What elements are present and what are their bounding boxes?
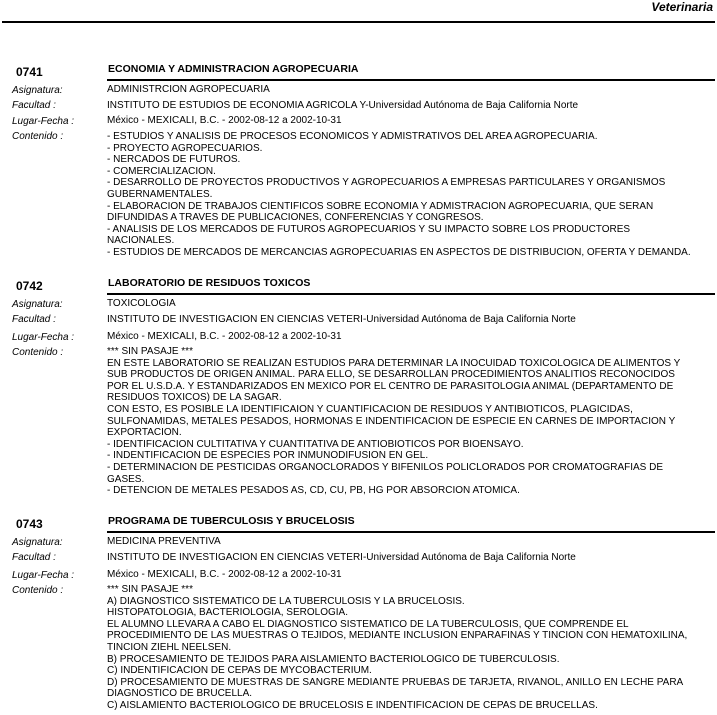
entry-title: ECONOMIA Y ADMINISTRACION AGROPECUARIA bbox=[108, 63, 359, 75]
contenido-line: TINCION ZIEHL NEELSEN. bbox=[107, 641, 232, 653]
lugar-fecha-label: Lugar-Fecha : bbox=[12, 570, 75, 581]
contenido-text bbox=[107, 131, 712, 259]
contenido-line: - DETERMINACION DE PESTICIDAS ORGANOCLORADOS Y BIFENILOS POLICLORADOS POR CROMATOGRAFIAS DE bbox=[107, 461, 664, 473]
contenido-line: - NERCADOS DE FUTUROS. bbox=[107, 154, 241, 166]
contenido-line: HISTOPATOLOGIA, BACTERIOLOGIA, SEROLOGIA. bbox=[107, 607, 348, 619]
lugar-fecha-value: México - MEXICALI, B.C. - 2002-08-12 a 2002-10-31 bbox=[107, 331, 342, 342]
asignatura-value: MEDICINA PREVENTIVA bbox=[107, 536, 221, 547]
asignatura-label: Asignatura: bbox=[12, 85, 63, 96]
contenido-line: - ELABORACION DE TRABAJOS CIENTIFICOS SOBRE ECONOMIA Y ADMISTRACION AGROPECUARIA, QUE SERAN bbox=[107, 200, 654, 212]
contenido-line: POR EL U.S.D.A. Y ESTANDARIZADOS EN MEXICO POR EL CENTRO DE PARASITOLOGIA ANIMAL (DEPARTAMENTO DE bbox=[107, 380, 674, 392]
contenido-line: - ESTUDIOS DE MERCADOS DE MERCANCIAS AGROPECUARIAS EN ASPECTOS DE DISTRIBUCION, OFERTA Y DEMANDA. bbox=[107, 246, 691, 258]
contenido-line: GUBERNAMENTALES. bbox=[107, 188, 213, 200]
contenido-line: EN ESTE LABORATORIO SE REALIZAN ESTUDIOS PARA DETERMINAR LA INOCUIDAD TOXICOLOGICA DE ALIMENTOS Y bbox=[107, 357, 681, 369]
entry-divider bbox=[107, 293, 715, 295]
header-divider bbox=[2, 21, 715, 23]
contenido-line: SUB PRODUCTOS DE ORIGEN ANIMAL. PARA ELLO, SE DESARROLLAN PROCEDIMIENTOS ANALITIOS RECONOCIDOS bbox=[107, 369, 675, 381]
contenido-line: EL ALUMNO LLEVARA A CABO EL DIAGNOSTICO SISTEMATICO DE LA TUBERCULOSIS, QUE COMPRENDE EL bbox=[107, 618, 629, 630]
contenido-line: B) PROCESAMIENTO DE TEJIDOS PARA AISLAMIENTO BACTERIOLOGICO DE TUBERCULOSIS. bbox=[107, 653, 560, 665]
facultad-label: Facultad : bbox=[12, 314, 56, 325]
asignatura-label: Asignatura: bbox=[12, 537, 63, 548]
contenido-line: - ANALISIS DE LOS MERCADOS DE FUTUROS AGROPECUARIOS Y SU IMPACTO SOBRE LOS PRODUCTORES bbox=[107, 223, 631, 235]
contenido-line: NACIONALES. bbox=[107, 235, 175, 247]
contenido-line: GASES. bbox=[107, 473, 145, 485]
entry-title: LABORATORIO DE RESIDUOS TOXICOS bbox=[108, 277, 311, 289]
entry-divider bbox=[107, 531, 715, 533]
contenido-label: Contenido : bbox=[12, 347, 64, 358]
contenido-line: D) PROCESAMIENTO DE MUESTRAS DE SANGRE MEDIANTE PRUEBAS DE TARJETA, RIVANOL, ANILLO EN LECHE PARA bbox=[107, 676, 684, 688]
contenido-line: DIFUNDIDAS A TRAVES DE PUBLICACIONES, CONFERENCIAS Y CONGRESOS. bbox=[107, 212, 484, 224]
contenido-line: DIAGNOSTICO DE BRUCELLA. bbox=[107, 688, 253, 700]
contenido-line: C) INDENTIFICACION DE CEPAS DE MYCOBACTERIUM. bbox=[107, 665, 372, 677]
facultad-value: INSTITUTO DE ESTUDIOS DE ECONOMIA AGRICOLA Y-Universidad Autónoma de Baja California Norte bbox=[107, 100, 579, 111]
contenido-line: RESIDUOS TOXICOS) DE LA SAGAR. bbox=[107, 392, 282, 404]
asignatura-label: Asignatura: bbox=[12, 299, 63, 310]
facultad-label: Facultad : bbox=[12, 100, 56, 111]
facultad-value: INSTITUTO DE INVESTIGACION EN CIENCIAS VETERI-Universidad Autónoma de Baja California Norte bbox=[107, 552, 576, 563]
contenido-text bbox=[107, 346, 712, 497]
contenido-line: SULFONAMIDAS, METALES PESADOS, HORMONAS E INDENTIFICACION DE ESPECIE EN CARNES DE IMPORTACION Y bbox=[107, 415, 676, 427]
contenido-line: - INDENTIFICACION DE ESPECIES POR INMUNODIFUSION EN GEL. bbox=[107, 450, 429, 462]
lugar-fecha-label: Lugar-Fecha : bbox=[12, 332, 75, 343]
contenido-label: Contenido : bbox=[12, 131, 64, 142]
contenido-line: A) DIAGNOSTICO SISTEMATICO DE LA TUBERCULOSIS Y LA BRUCELOSIS. bbox=[107, 595, 465, 607]
contenido-line: - DESARROLLO DE PROYECTOS PRODUCTIVOS Y AGROPECUARIOS A EMPRESAS PARTICULARES Y ORGANISMOS bbox=[107, 177, 666, 189]
contenido-line: *** SIN PASAJE *** bbox=[107, 584, 193, 595]
contenido-line: *** SIN PASAJE *** bbox=[107, 346, 193, 357]
contenido-line: - ESTUDIOS Y ANALISIS DE PROCESOS ECONOMICOS Y ADMISTRATIVOS DEL AREA AGROPECUARIA. bbox=[107, 131, 598, 142]
entry-code: 0743 bbox=[16, 517, 43, 531]
contenido-line: EXPORTACION. bbox=[107, 427, 182, 439]
page-header-title: Veterinaria bbox=[651, 0, 713, 14]
contenido-line: C) AISLAMIENTO BACTERIOLOGICO DE BRUCELOSIS E INDENTIFICACION DE CEPAS DE BRUCELLAS. bbox=[107, 699, 598, 711]
facultad-label: Facultad : bbox=[12, 552, 56, 563]
asignatura-value: TOXICOLOGIA bbox=[107, 298, 176, 309]
contenido-line: - IDENTIFICACION CULTITATIVA Y CUANTITATIVA DE ANTIOBIOTICOS POR BIOENSAYO. bbox=[107, 438, 524, 450]
contenido-line: CON ESTO, ES POSIBLE LA IDENTIFICAION Y CUANTIFICACION DE RESIDUOS Y ANTIBIOTICOS, PLAGICIDAS, bbox=[107, 403, 633, 415]
contenido-line: PROCEDIMIENTO DE LAS MUESTRAS O TEJIDOS, MEDIANTE INCLUSION ENPARAFINAS Y TINCION CON HEMATOXILINA, bbox=[107, 630, 688, 642]
asignatura-value: ADMINISTRCION AGROPECUARIA bbox=[107, 84, 270, 95]
entry-code: 0741 bbox=[16, 65, 43, 79]
contenido-line: - COMERCIALIZACION. bbox=[107, 165, 216, 177]
lugar-fecha-label: Lugar-Fecha : bbox=[12, 116, 75, 127]
contenido-line: - PROYECTO AGROPECUARIOS. bbox=[107, 142, 263, 154]
facultad-value: INSTITUTO DE INVESTIGACION EN CIENCIAS VETERI-Universidad Autónoma de Baja California Norte bbox=[107, 314, 576, 325]
contenido-line: - DETENCION DE METALES PESADOS AS, CD, CU, PB, HG POR ABSORCION ATOMICA. bbox=[107, 485, 520, 497]
entry-code: 0742 bbox=[16, 279, 43, 293]
entry-title: PROGRAMA DE TUBERCULOSIS Y BRUCELOSIS bbox=[108, 515, 355, 527]
contenido-text bbox=[107, 584, 712, 712]
contenido-label: Contenido : bbox=[12, 585, 64, 596]
lugar-fecha-value: México - MEXICALI, B.C. - 2002-08-12 a 2002-10-31 bbox=[107, 115, 342, 126]
entry-divider bbox=[107, 79, 715, 81]
lugar-fecha-value: México - MEXICALI, B.C. - 2002-08-12 a 2002-10-31 bbox=[107, 569, 342, 580]
